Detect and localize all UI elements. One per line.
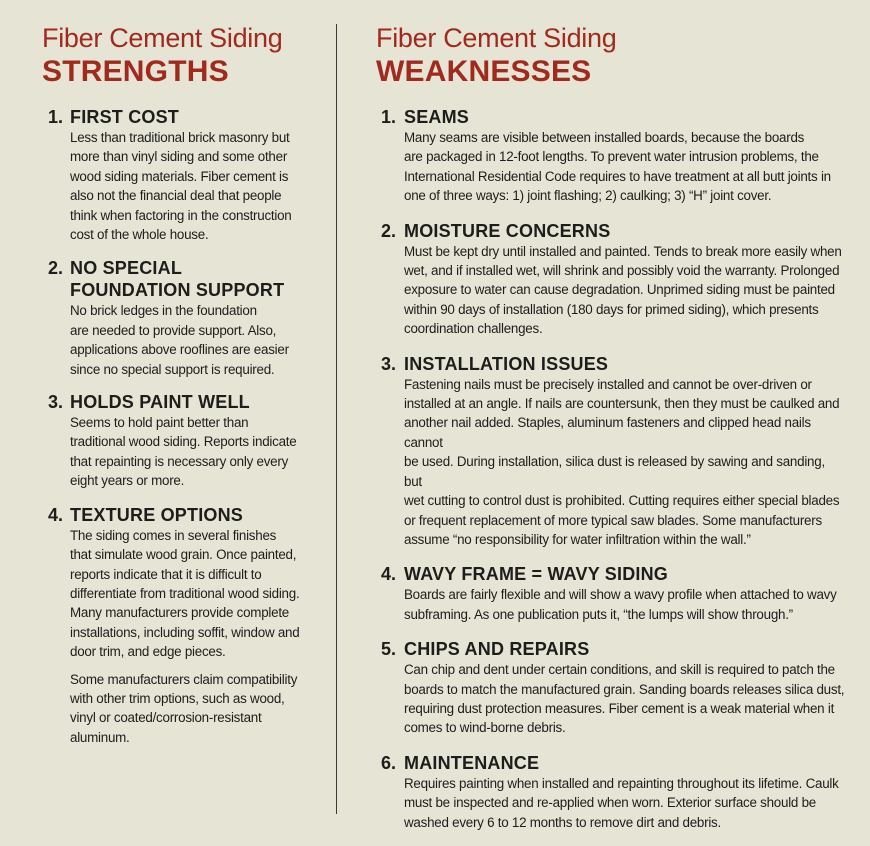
body-line: installed at an angle. If nails are countersunk, then they must be caulked and bbox=[404, 396, 840, 412]
strengths-title-line2: STRENGTHS bbox=[42, 55, 229, 88]
strength-item-no-special-foundation-support bbox=[48, 257, 312, 379]
item-body bbox=[404, 660, 846, 738]
item-heading bbox=[70, 257, 312, 301]
body-paragraph bbox=[70, 670, 312, 748]
body-line: that simulate wood grain. Once painted, bbox=[70, 547, 297, 563]
column-divider bbox=[336, 24, 337, 814]
body-line: eight years or more. bbox=[70, 473, 185, 489]
weakness-item-chips-and-repairs bbox=[381, 638, 846, 738]
body-line: traditional wood siding. Reports indicate bbox=[70, 434, 297, 450]
item-body bbox=[70, 301, 312, 379]
body-line: requiring dust protection measures. Fiber cement is a weak material when it bbox=[404, 700, 835, 716]
body-line: boards to match the manufactured grain. Sanding boards releases silica dust, bbox=[404, 681, 845, 697]
body-line: Seems to hold paint better than bbox=[70, 415, 249, 431]
weaknesses-title-line2: WEAKNESSES bbox=[376, 55, 592, 88]
body-line: also not the financial deal that people bbox=[70, 188, 282, 204]
body-line: Many seams are visible between installed boards, because the boards bbox=[404, 130, 805, 145]
item-heading: CHIPS AND REPAIRS bbox=[404, 639, 590, 660]
body-line: No brick ledges in the foundation bbox=[70, 303, 257, 319]
body-line: are needed to provide support. Also, bbox=[70, 322, 277, 338]
item-body bbox=[404, 128, 846, 206]
item-number: 6. bbox=[381, 752, 397, 773]
body-line: another nail added. Staples, aluminum fasteners and clipped head nails cannot bbox=[404, 415, 811, 450]
item-heading: FIRST COST bbox=[70, 107, 179, 127]
body-line: installations, including soffit, window and bbox=[70, 624, 300, 640]
body-line: wet, and if installed wet, will shrink and possibly void the warranty. Prolonged bbox=[404, 263, 840, 279]
body-line: International Residential Code requires to have treatment at all butt joints in bbox=[404, 168, 831, 184]
body-line: Requires painting when installed and repainting throughout its lifetime. Caulk bbox=[404, 775, 839, 791]
item-heading: HOLDS PAINT WELL bbox=[70, 392, 250, 413]
weaknesses-title-line1: Fiber Cement Siding bbox=[376, 23, 617, 53]
weakness-item-maintenance bbox=[381, 752, 846, 832]
body-line: with other trim options, such as wood, bbox=[70, 690, 285, 706]
item-number: 2. bbox=[381, 220, 397, 241]
weaknesses-list bbox=[376, 106, 846, 832]
heading-line: NO SPECIAL bbox=[70, 258, 183, 279]
body-line: since no special support is required. bbox=[70, 361, 275, 377]
body-line: reports indicate that it is difficult to bbox=[70, 566, 262, 582]
item-number: 3. bbox=[48, 392, 64, 413]
body-line: assume “no responsibility for water infiltration within the wall.” bbox=[404, 531, 751, 547]
body-line: comes to wind-borne debris. bbox=[404, 720, 566, 736]
body-line: Can chip and dent under certain conditions, and skill is required to patch the bbox=[404, 662, 835, 678]
body-line: vinyl or coated/corrosion-resistant bbox=[70, 710, 262, 726]
body-line: that repainting is necessary only every bbox=[70, 453, 289, 469]
body-line: are packaged in 12-foot lengths. To prevent water intrusion problems, the bbox=[404, 149, 819, 165]
item-heading: MOISTURE CONCERNS bbox=[404, 220, 611, 241]
body-line: subframing. As one publication puts it, “the lumps will show through.” bbox=[404, 606, 793, 622]
body-line: aluminum. bbox=[70, 729, 130, 745]
body-line: cost of the whole house. bbox=[70, 227, 209, 243]
item-number: 5. bbox=[381, 639, 397, 660]
body-line: be used. During installation, silica dust is released by sawing and sanding, but bbox=[404, 454, 825, 489]
body-paragraph bbox=[70, 526, 312, 662]
strength-item-holds-paint-well bbox=[48, 391, 312, 491]
body-line: wood siding materials. Fiber cement is bbox=[70, 168, 289, 184]
weaknesses-column bbox=[376, 22, 846, 846]
strengths-list bbox=[42, 106, 312, 747]
weakness-item-installation-issues bbox=[381, 353, 846, 550]
item-number: 1. bbox=[48, 107, 64, 127]
weakness-item-wavy-frame bbox=[381, 563, 846, 624]
item-number: 3. bbox=[381, 353, 397, 374]
heading-line: FOUNDATION SUPPORT bbox=[70, 280, 285, 301]
body-line: exposure to water can cause degradation. Unprimed siding must be painted bbox=[404, 282, 835, 298]
item-heading: TEXTURE OPTIONS bbox=[70, 504, 244, 525]
item-heading: INSTALLATION ISSUES bbox=[404, 353, 609, 374]
strengths-title-line1: Fiber Cement Siding bbox=[42, 23, 283, 53]
body-line: The siding comes in several finishes bbox=[70, 527, 277, 543]
item-body bbox=[70, 526, 312, 747]
body-line: Must be kept dry until installed and painted. Tends to break more easily when bbox=[404, 243, 842, 259]
body-line: differentiate from traditional wood siding. bbox=[70, 585, 300, 601]
item-number: 2. bbox=[48, 258, 64, 279]
weakness-item-seams bbox=[381, 106, 846, 206]
body-line: Boards are fairly flexible and will show a wavy profile when attached to wavy bbox=[404, 587, 837, 603]
body-line: washed every 6 to 12 months to remove dirt and debris. bbox=[404, 814, 721, 830]
item-number: 4. bbox=[48, 504, 64, 525]
body-line: one of three ways: 1) joint flashing; 2) caulking; 3) “H” joint cover. bbox=[404, 188, 772, 204]
body-line: or frequent replacement of more typical saw blades. Some manufacturers bbox=[404, 512, 822, 528]
strengths-column bbox=[42, 22, 312, 759]
item-body bbox=[70, 128, 312, 244]
item-body bbox=[404, 242, 846, 339]
body-line: door trim, and edge pieces. bbox=[70, 644, 226, 660]
body-line: Many manufacturers provide complete bbox=[70, 605, 289, 621]
strength-item-first-cost bbox=[48, 106, 312, 244]
body-line: more than vinyl siding and some other bbox=[70, 149, 288, 165]
item-heading: SEAMS bbox=[404, 107, 470, 127]
weakness-item-moisture-concerns bbox=[381, 220, 846, 339]
body-line: Fastening nails must be precisely installed and cannot be over-driven or bbox=[404, 376, 812, 392]
body-line: within 90 days of installation (180 days for primed siding), which presents bbox=[404, 301, 819, 317]
body-line: must be inspected and re-applied when worn. Exterior surface should be bbox=[404, 795, 816, 811]
item-body bbox=[404, 774, 846, 832]
body-line: applications above rooflines are easier bbox=[70, 342, 289, 358]
item-body bbox=[70, 413, 312, 491]
item-heading: MAINTENANCE bbox=[404, 752, 540, 773]
body-line: think when factoring in the construction bbox=[70, 207, 292, 223]
item-body bbox=[404, 585, 846, 624]
item-heading: WAVY FRAME = WAVY SIDING bbox=[404, 564, 669, 585]
strength-item-texture-options bbox=[48, 504, 312, 747]
item-body bbox=[404, 375, 846, 550]
body-line: coordination challenges. bbox=[404, 321, 543, 337]
body-line: wet cutting to control dust is prohibited. Cutting requires either special blades bbox=[404, 493, 840, 509]
body-line: Less than traditional brick masonry but bbox=[70, 130, 290, 145]
body-line: Some manufacturers claim compatibility bbox=[70, 671, 298, 687]
item-number: 4. bbox=[381, 564, 397, 585]
item-number: 1. bbox=[381, 107, 397, 127]
